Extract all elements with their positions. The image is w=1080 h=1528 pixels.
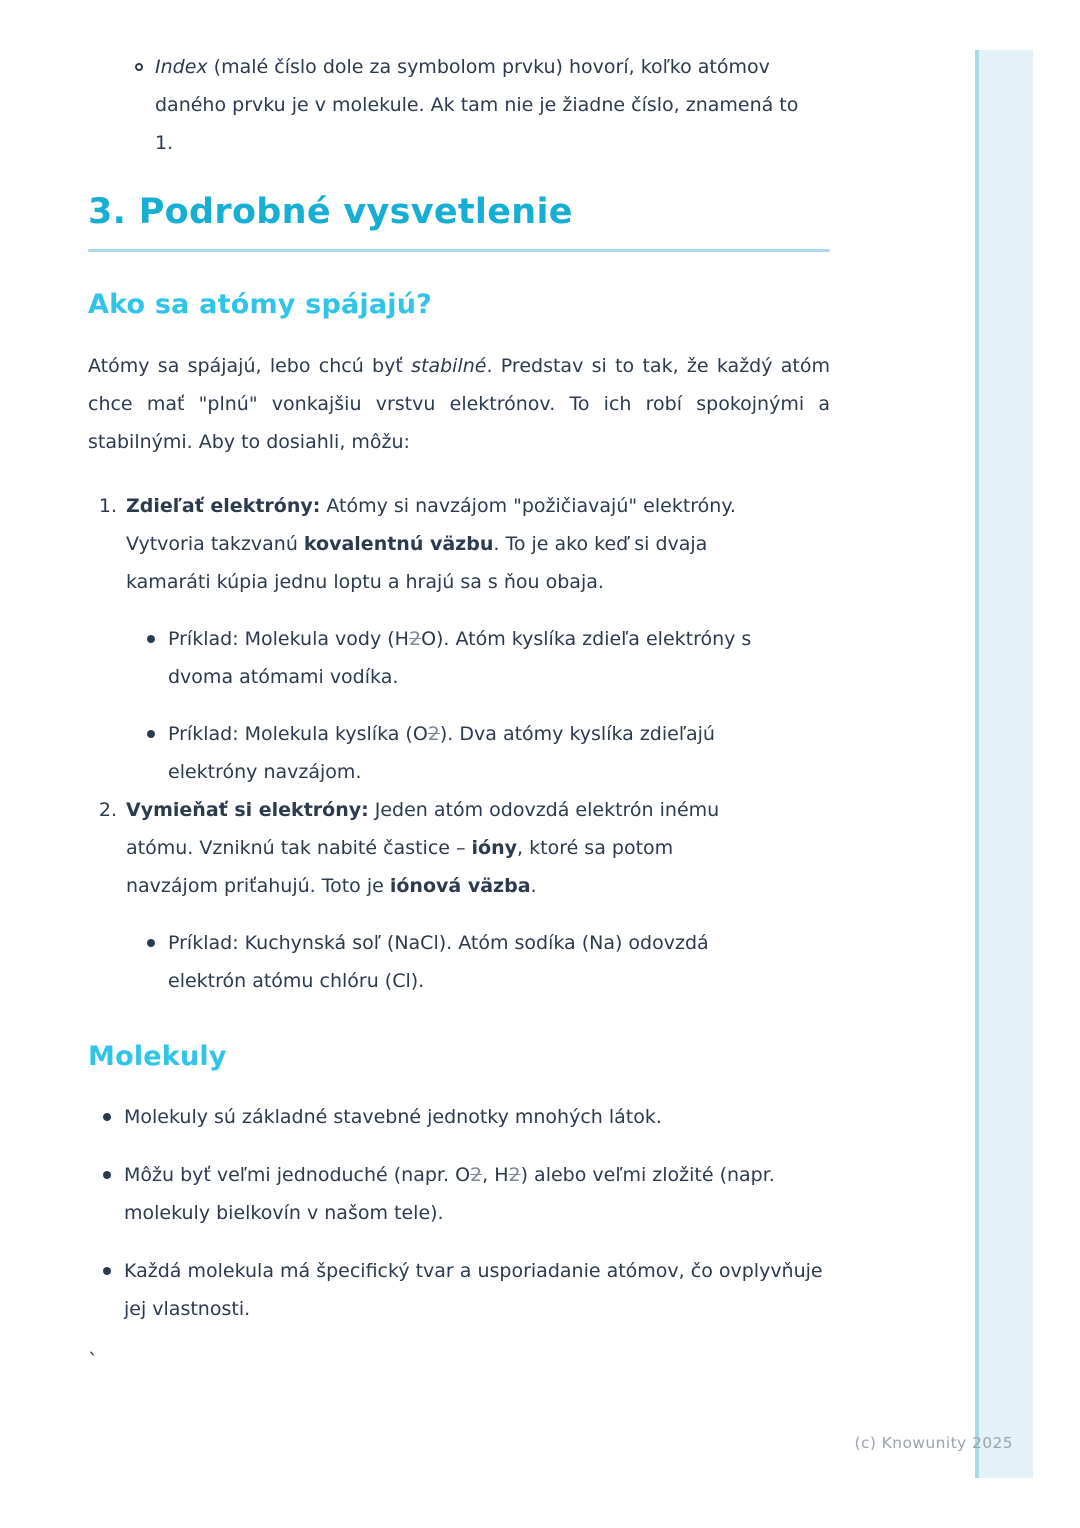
molecule-bullet-1: [88, 1098, 830, 1136]
example-item-salt: [88, 924, 830, 1000]
circle-bullet-icon: [135, 63, 143, 71]
molecule-bullet-2-text: Môžu byť veľmi jednoduché (napr. O2, H2) alebo veľmi zložité (napr. molekuly bielkovín v našom tele).: [124, 1164, 775, 1224]
dot-bullet-icon: [147, 635, 155, 643]
molecule-bullet-list: [88, 1098, 830, 1328]
index-bullet-item: [88, 48, 830, 162]
numbered-item-2-marker: 2.: [98, 799, 117, 821]
example-item-salt-text: Príklad: Kuchynská soľ (NaCl). Atóm sodíka (Na) odovzdá elektrón atómu chlóru (Cl).: [168, 932, 709, 992]
dot-bullet-icon: [103, 1113, 111, 1121]
copyright-footer: (c) Knowunity 2025: [854, 1434, 1013, 1452]
molecule-bullet-3: [88, 1252, 830, 1328]
stray-backtick: `: [88, 1349, 98, 1373]
dot-bullet-icon: [147, 939, 155, 947]
accent-stripe: [975, 50, 1033, 1478]
heading-divider: [88, 249, 830, 252]
numbered-item-2-body: [126, 791, 771, 905]
numbered-item-1-text: Zdieľať elektróny: Atómy si navzájom "požičiavajú" elektróny. Vytvoria takzvanú kovalentnú väzbu. To je ako keď si dvaja kamaráti kúpia jednu loptu a hrajú sa s ňou obaja.: [126, 495, 736, 593]
numbered-item-1-marker: 1.: [98, 495, 117, 517]
example-item-water-text: Príklad: Molekula vody (H2O). Atóm kyslíka zdieľa elektróny s dvoma atómami vodíka.: [168, 628, 752, 688]
document-content: [88, 48, 830, 1380]
subheading-atoms: Ako sa atómy spájajú?: [88, 289, 433, 320]
dot-bullet-icon: [147, 730, 155, 738]
numbered-item-1: [88, 487, 830, 601]
example-item-water: [88, 620, 830, 696]
numbered-item-2: [88, 791, 830, 905]
molecule-bullet-1-text: Molekuly sú základné stavebné jednotky mnohých látok.: [124, 1106, 662, 1128]
section-heading: 3. Podrobné vysvetlenie: [88, 192, 573, 232]
molecule-bullet-3-text: Každá molekula má špecifický tvar a usporiadanie atómov, čo ovplyvňuje jej vlastnosti.: [124, 1260, 823, 1320]
dot-bullet-icon: [103, 1267, 111, 1275]
example-item-oxygen-text: Príklad: Molekula kyslíka (O2). Dva atómy kyslíka zdieľajú elektróny navzájom.: [168, 723, 715, 783]
lead-paragraph: Atómy sa spájajú, lebo chcú byť stabilné. Predstav si to tak, že každý atóm chce mať "plnú" vonkajšiu vrstvu elektrónov. To ich robí spokojnými a stabilnými. Aby to dosiahli, môžu:: [88, 355, 830, 453]
index-bullet-text: Index (malé číslo dole za symbolom prvku) hovorí, koľko atómov daného prvku je v molekule. Ak tam nie je žiadne číslo, znamená to 1.: [155, 56, 799, 154]
molecule-bullet-2: [88, 1156, 830, 1232]
numbered-list: [88, 487, 830, 1000]
dot-bullet-icon: [103, 1171, 111, 1179]
subheading-molecules: Molekuly: [88, 1041, 227, 1072]
example-item-oxygen: [88, 715, 830, 791]
numbered-item-1-body: [126, 487, 771, 601]
numbered-item-2-text: Vymieňať si elektróny: Jeden atóm odovzdá elektrón inému atómu. Vzniknú tak nabité častice – ióny, ktoré sa potom navzájom priťahujú. Toto je iónová väzba.: [126, 799, 720, 897]
